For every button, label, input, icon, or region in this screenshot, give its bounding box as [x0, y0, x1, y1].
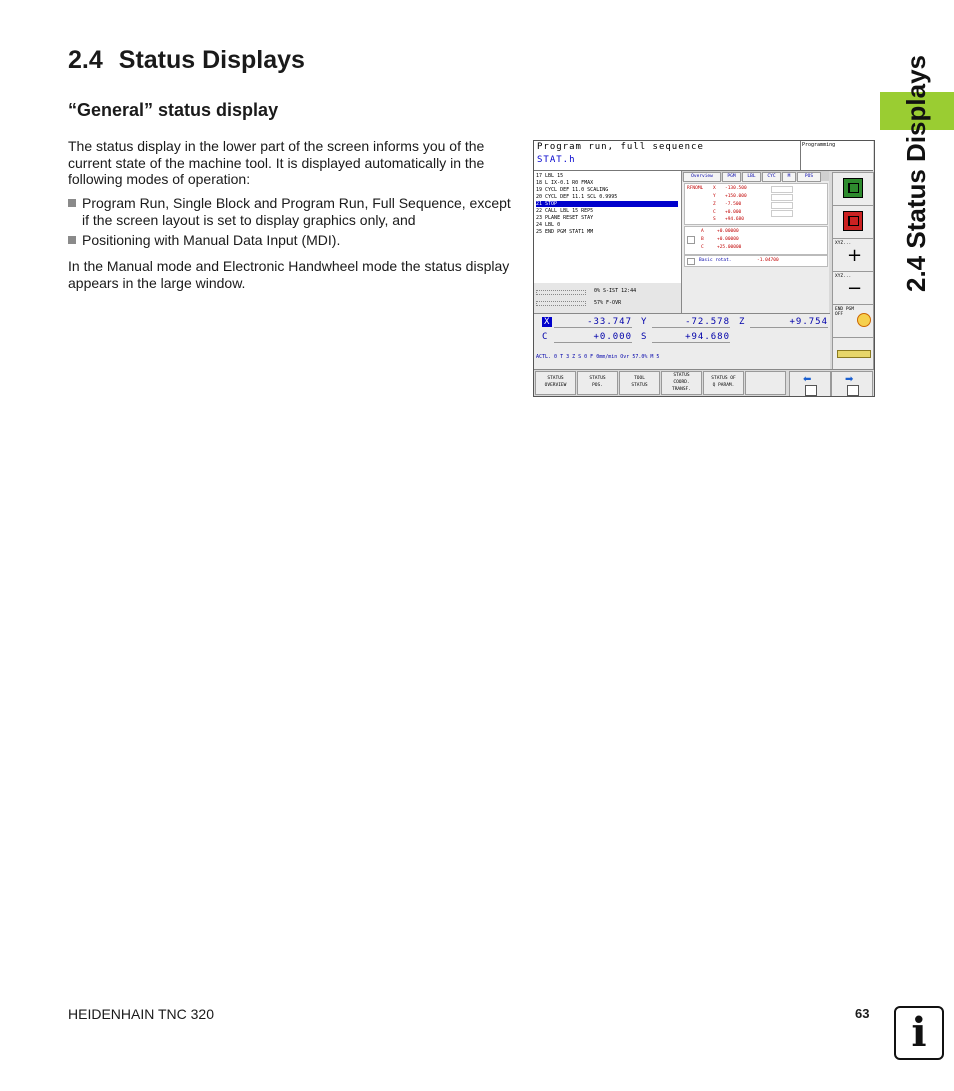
program-line: 18 L IX-0.1 R0 FMAX [536, 180, 594, 186]
tab-overview[interactable]: Overview [683, 172, 721, 182]
program-line: 19 CYCL DEF 11.0 SCALING [536, 187, 609, 193]
basic-rotation-value: -1.04700 [757, 258, 779, 263]
status-coord-transf-softkey[interactable] [661, 371, 702, 395]
program-line: 24 LBL 0 [536, 222, 561, 228]
end-pgm-icon [857, 313, 871, 327]
footer-product: HEIDENHAIN TNC 320 [68, 1006, 215, 1022]
bullet-text: Program Run, Single Block and Program Run, Full Sequence, except if the screen layout is set to display graphics only, and [82, 195, 511, 228]
section-number: 2.4 [68, 46, 103, 74]
softkey-line: STATUS [589, 376, 606, 381]
nominal-axis: C [713, 210, 716, 215]
vertical-softkey-bar [830, 171, 874, 371]
counter-panel [534, 283, 682, 313]
nominal-value: +94.680 [725, 217, 744, 222]
axis-label: X [544, 317, 551, 327]
info-icon-glyph: i [911, 1009, 927, 1056]
softkey-line: OVERVIEW [544, 383, 567, 388]
info-icon [894, 1006, 944, 1060]
softkey-line: TRANSF. [672, 387, 691, 392]
nc-start-button[interactable] [832, 172, 874, 206]
softkey-line: POS. [592, 383, 603, 388]
status-tabs [682, 171, 829, 181]
document-icon [847, 385, 859, 396]
value-field [771, 202, 793, 209]
tilt-icon [687, 236, 695, 244]
intro-paragraph: The status display in the lower part of the screen informs you of the current state of the machine tool. It is displayed automatically in the following modes of operation: [68, 138, 485, 187]
softkey-line: STATUS [631, 383, 648, 388]
axis-value: +0.000 [554, 332, 632, 343]
axis-value: -33.747 [554, 317, 632, 328]
cnc-mode-title: Program run, full sequence [537, 142, 704, 152]
bullet-item [68, 232, 518, 249]
empty-softkey[interactable] [745, 371, 786, 395]
rotation-value: +0.00000 [717, 237, 739, 242]
cnc-side-mode[interactable] [801, 141, 873, 171]
tab-lbl[interactable]: LBL [742, 172, 761, 182]
nc-stop-button[interactable] [832, 205, 874, 239]
rotation-axis: C [701, 245, 704, 250]
nc-stop-icon [843, 211, 863, 231]
rotation-box [684, 226, 828, 255]
horizontal-softkey-bar [534, 369, 874, 397]
softkey-line: TOOL [634, 376, 645, 381]
actual-status-row: ACTL. 0 T 3 Z S 0 F 0mm/min Ovr 57.0% M 5 [536, 354, 660, 360]
nominal-axis: Y [713, 194, 716, 199]
status-pos-softkey[interactable] [577, 371, 618, 395]
axis-value: +9.754 [750, 317, 828, 328]
section-title [68, 46, 305, 75]
tab-pgm[interactable]: PGM [722, 172, 741, 182]
cnc-header [534, 141, 801, 171]
nominal-value: -130.500 [725, 186, 747, 191]
nominal-value: +150.000 [725, 194, 747, 199]
axis-label: Z [739, 317, 746, 327]
axis-plus-softkey[interactable] [832, 238, 874, 272]
program-line: 20 CYCL DEF 11.1 SCL 0.9995 [536, 194, 618, 200]
axis-label: S [641, 332, 648, 342]
subsection-title: “General” status display [68, 100, 279, 120]
program-line-current: 21 STOP [536, 201, 678, 207]
page-number: 63 [855, 1006, 870, 1021]
basic-rotation-box [684, 255, 828, 267]
status-window [682, 171, 829, 313]
softkey-line: STATUS [547, 376, 564, 381]
softkey-label: XYZ... [835, 241, 852, 246]
nominal-axis: Z [713, 202, 716, 207]
program-line: 17 LBL 15 [536, 173, 564, 179]
bullet-item [68, 195, 518, 228]
tab-m[interactable]: M [782, 172, 796, 182]
arrow-right-icon: ➡ [845, 374, 854, 385]
bullet-square-icon [68, 199, 76, 207]
tab-cyc[interactable]: CYC [762, 172, 781, 182]
basic-rotation-icon [687, 258, 695, 265]
document-icon [805, 385, 817, 396]
position-display [534, 313, 830, 370]
program-line: 22 CALL LBL 15 REP5 [536, 208, 594, 214]
softkey-line: Q PARAM. [712, 383, 735, 388]
feed-override-bar [536, 301, 586, 306]
axis-minus-softkey[interactable] [832, 271, 874, 305]
value-field [771, 210, 793, 217]
side-tab-label: 2.4 Status Displays [901, 55, 931, 292]
axis-label: C [542, 332, 549, 342]
section-title-text: Status Displays [118, 46, 305, 74]
nominal-position-box [684, 183, 828, 225]
ruler-softkey[interactable] [832, 337, 874, 371]
bullet-square-icon [68, 236, 76, 244]
softkey-label: XYZ... [835, 274, 852, 279]
tab-pos[interactable]: POS [797, 172, 821, 182]
rotation-axis: A [701, 229, 704, 234]
nominal-label: RFNOML [687, 186, 704, 191]
value-field [771, 194, 793, 201]
ruler-icon [837, 350, 871, 358]
rotation-value: +25.00000 [717, 245, 742, 250]
nc-start-icon [843, 178, 863, 198]
cnc-file-name: STAT.h [537, 155, 576, 165]
axis-value: +94.680 [652, 332, 730, 343]
axis-value: -72.578 [652, 317, 730, 328]
tool-status-softkey[interactable] [619, 371, 660, 395]
value-field [771, 186, 793, 193]
softkey-line: STATUS OF [711, 376, 736, 381]
spindle-load-bar [536, 290, 586, 295]
bullet-text: Positioning with Manual Data Input (MDI). [82, 232, 341, 248]
side-tab [896, 52, 936, 292]
end-pgm-softkey[interactable] [832, 304, 874, 338]
rotation-axis: B [701, 237, 704, 242]
softkey-page-forward-button[interactable] [831, 371, 873, 397]
program-line: 23 PLANE RESET STAY [536, 215, 594, 221]
rotation-value: +0.00000 [717, 229, 739, 234]
axis-label: Y [641, 317, 648, 327]
softkey-line: COORD. [673, 380, 690, 385]
nominal-value: -7.500 [725, 202, 742, 207]
feed-override-text: 57% F-OVR [594, 300, 622, 306]
spindle-load-text: 0% S-IST 12:44 [594, 288, 637, 294]
manual-mode-paragraph: In the Manual mode and Electronic Handwheel mode the status display appears in the large window. [68, 258, 510, 291]
status-q-param-softkey[interactable] [703, 371, 744, 395]
cnc-screen [533, 140, 875, 397]
program-line: 25 END PGM STAT1 MM [536, 229, 594, 235]
program-listing [534, 171, 682, 283]
status-overview-softkey[interactable] [535, 371, 576, 395]
nominal-axis: S [713, 217, 716, 222]
softkey-label: END PGM OFF [835, 307, 854, 317]
arrow-left-icon: ⬅ [803, 374, 812, 385]
nominal-axis: X [713, 186, 716, 191]
plus-icon: + [847, 245, 863, 266]
nominal-value: +0.000 [725, 210, 742, 215]
cnc-side-mode-label: Programming [802, 142, 836, 148]
minus-icon: − [847, 278, 863, 299]
softkey-page-back-button[interactable] [789, 371, 831, 397]
basic-rotation-label: Basic rotat. [699, 258, 732, 263]
softkey-line: STATUS [673, 373, 690, 378]
